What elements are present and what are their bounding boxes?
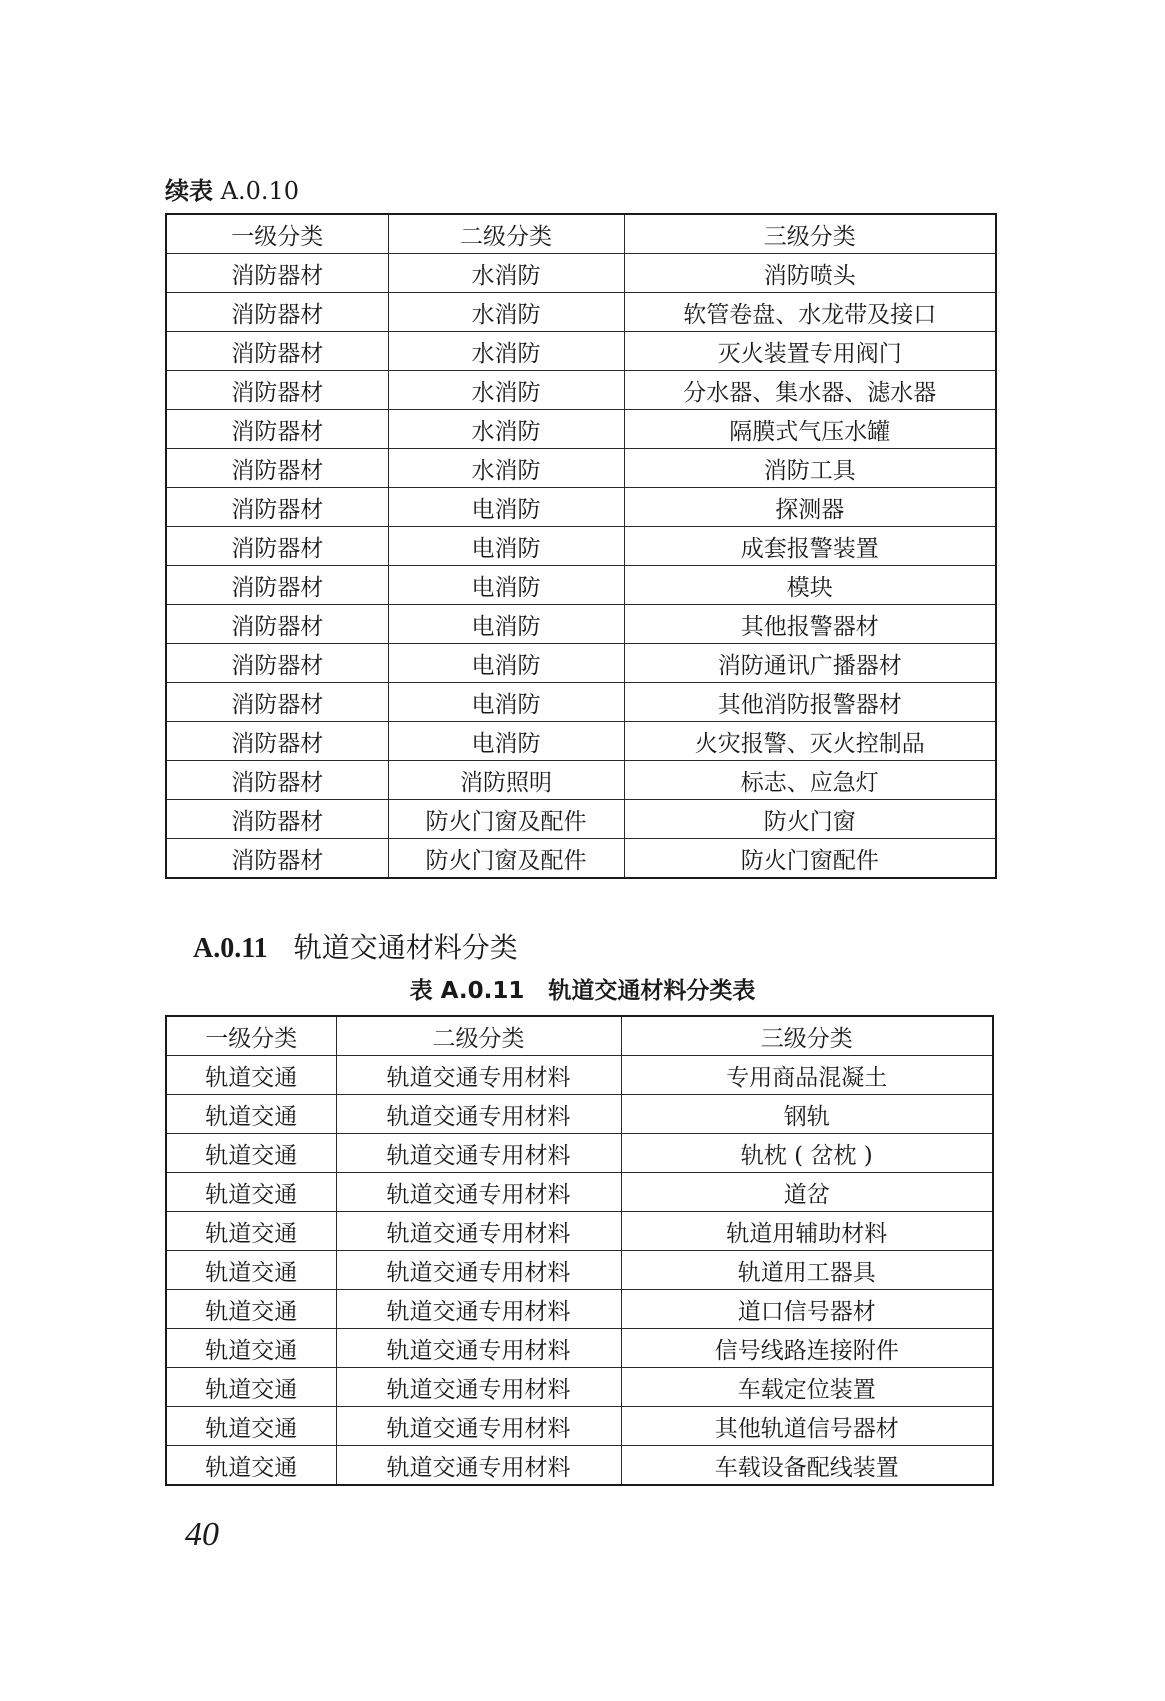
table-cell: 消防器材 [166, 449, 388, 488]
table-row [166, 839, 996, 879]
section-number: A.0.11 [193, 933, 268, 964]
table-cell: 消防器材 [166, 800, 388, 839]
table-cell: 消防器材 [166, 410, 388, 449]
table-cell: 轨道交通 [166, 1212, 336, 1251]
table-cell: 轨道交通 [166, 1290, 336, 1329]
table-row [166, 683, 996, 722]
table-cell: 轨道交通专用材料 [336, 1329, 621, 1368]
section-heading [193, 926, 518, 966]
table-cell: 水消防 [388, 254, 624, 293]
table-cell: 轨道交通 [166, 1095, 336, 1134]
table-cell: 水消防 [388, 332, 624, 371]
table-cell: 轨道交通 [166, 1134, 336, 1173]
table-row [166, 1251, 993, 1290]
table-cell: 消防器材 [166, 332, 388, 371]
table-cell: 防火门窗及配件 [388, 800, 624, 839]
column-header: 三级分类 [621, 1016, 993, 1056]
table-cell: 消防器材 [166, 371, 388, 410]
table-row [166, 254, 996, 293]
table-cell: 轨道交通 [166, 1407, 336, 1446]
table-row [166, 449, 996, 488]
caption-prefix: 续表 [165, 177, 213, 205]
table-cell: 水消防 [388, 293, 624, 332]
table-cell: 轨道交通专用材料 [336, 1095, 621, 1134]
table-cell: 信号线路连接附件 [621, 1329, 993, 1368]
table-cell: 消防器材 [166, 293, 388, 332]
table-title-name: 轨道交通材料分类表 [548, 978, 756, 1004]
rail-transit-table [165, 1015, 994, 1486]
table-row [166, 1212, 993, 1251]
caption-id: A.0.10 [220, 177, 300, 205]
continued-table-caption [165, 171, 299, 206]
table-cell: 火灾报警、灭火控制品 [624, 722, 996, 761]
table-cell: 轨道交通 [166, 1173, 336, 1212]
table-cell: 轨道交通专用材料 [336, 1407, 621, 1446]
table-cell: 电消防 [388, 683, 624, 722]
column-header: 三级分类 [624, 214, 996, 254]
table-cell: 轨道交通专用材料 [336, 1251, 621, 1290]
table-cell: 道口信号器材 [621, 1290, 993, 1329]
table-cell: 电消防 [388, 722, 624, 761]
table-cell: 防火门窗及配件 [388, 839, 624, 879]
table-cell: 消防器材 [166, 527, 388, 566]
table-cell: 轨道交通专用材料 [336, 1056, 621, 1095]
table-cell: 隔膜式气压水罐 [624, 410, 996, 449]
table-row [166, 1290, 993, 1329]
table-cell: 消防器材 [166, 644, 388, 683]
page-number: 40 [185, 1516, 219, 1553]
table-cell: 轨道用辅助材料 [621, 1212, 993, 1251]
table-cell: 防火门窗配件 [624, 839, 996, 879]
table-cell: 轨道交通 [166, 1251, 336, 1290]
column-header: 二级分类 [336, 1016, 621, 1056]
column-header: 一级分类 [166, 1016, 336, 1056]
table-cell: 消防器材 [166, 488, 388, 527]
table-cell: 其他报警器材 [624, 605, 996, 644]
table-row [166, 1173, 993, 1212]
table-cell: 水消防 [388, 449, 624, 488]
table-cell: 软管卷盘、水龙带及接口 [624, 293, 996, 332]
table-row [166, 1134, 993, 1173]
table-cell: 模块 [624, 566, 996, 605]
table-row [166, 566, 996, 605]
fire-equipment-table [165, 213, 997, 879]
table-cell: 其他轨道信号器材 [621, 1407, 993, 1446]
table-cell: 消防器材 [166, 605, 388, 644]
table-row [166, 1446, 993, 1486]
table-row [166, 410, 996, 449]
table-row [166, 1095, 993, 1134]
table-cell: 轨道交通 [166, 1056, 336, 1095]
table-cell: 专用商品混凝土 [621, 1056, 993, 1095]
table-row [166, 761, 996, 800]
table-cell: 灭火装置专用阀门 [624, 332, 996, 371]
table-row [166, 800, 996, 839]
table-title-prefix: 表 A.0.11 [409, 978, 525, 1004]
table-header-row [166, 1016, 993, 1056]
table-row [166, 371, 996, 410]
table-cell: 轨道交通 [166, 1368, 336, 1407]
table-cell: 电消防 [388, 605, 624, 644]
table-cell: 电消防 [388, 488, 624, 527]
table-row [166, 605, 996, 644]
table-cell: 电消防 [388, 644, 624, 683]
table-cell: 成套报警装置 [624, 527, 996, 566]
table-cell: 轨道交通专用材料 [336, 1290, 621, 1329]
table-cell: 消防器材 [166, 254, 388, 293]
column-header: 一级分类 [166, 214, 388, 254]
table-row [166, 293, 996, 332]
table-row [166, 722, 996, 761]
table-cell: 轨道用工器具 [621, 1251, 993, 1290]
table-cell: 探测器 [624, 488, 996, 527]
table-cell: 轨道交通专用材料 [336, 1368, 621, 1407]
table-cell: 水消防 [388, 371, 624, 410]
table-title [0, 972, 1165, 1005]
table-cell: 消防通讯广播器材 [624, 644, 996, 683]
table-cell: 轨道交通专用材料 [336, 1173, 621, 1212]
table-cell: 消防器材 [166, 683, 388, 722]
column-header: 二级分类 [388, 214, 624, 254]
table-row [166, 1368, 993, 1407]
table-cell: 钢轨 [621, 1095, 993, 1134]
table-header-row [166, 214, 996, 254]
table-row [166, 644, 996, 683]
table-cell: 轨道交通 [166, 1329, 336, 1368]
table-row [166, 1329, 993, 1368]
table-cell: 轨枕 ( 岔枕 ) [621, 1134, 993, 1173]
table-row [166, 527, 996, 566]
table-cell: 消防照明 [388, 761, 624, 800]
table-cell: 电消防 [388, 566, 624, 605]
table-row [166, 1056, 993, 1095]
table-cell: 防火门窗 [624, 800, 996, 839]
table-cell: 消防器材 [166, 839, 388, 879]
table-cell: 消防工具 [624, 449, 996, 488]
table-cell: 车载定位装置 [621, 1368, 993, 1407]
table-cell: 轨道交通专用材料 [336, 1134, 621, 1173]
table-row [166, 488, 996, 527]
table-cell: 消防喷头 [624, 254, 996, 293]
table-row [166, 1407, 993, 1446]
table-cell: 消防器材 [166, 761, 388, 800]
table-cell: 水消防 [388, 410, 624, 449]
section-title: 轨道交通材料分类 [293, 931, 518, 964]
table-cell: 消防器材 [166, 722, 388, 761]
table-cell: 分水器、集水器、滤水器 [624, 371, 996, 410]
table-cell: 车载设备配线装置 [621, 1446, 993, 1486]
table-cell: 标志、应急灯 [624, 761, 996, 800]
table-cell: 轨道交通专用材料 [336, 1212, 621, 1251]
table-cell: 消防器材 [166, 566, 388, 605]
table-cell: 道岔 [621, 1173, 993, 1212]
table-cell: 电消防 [388, 527, 624, 566]
table-cell: 轨道交通 [166, 1446, 336, 1486]
table-row [166, 332, 996, 371]
table-cell: 其他消防报警器材 [624, 683, 996, 722]
table-cell: 轨道交通专用材料 [336, 1446, 621, 1486]
